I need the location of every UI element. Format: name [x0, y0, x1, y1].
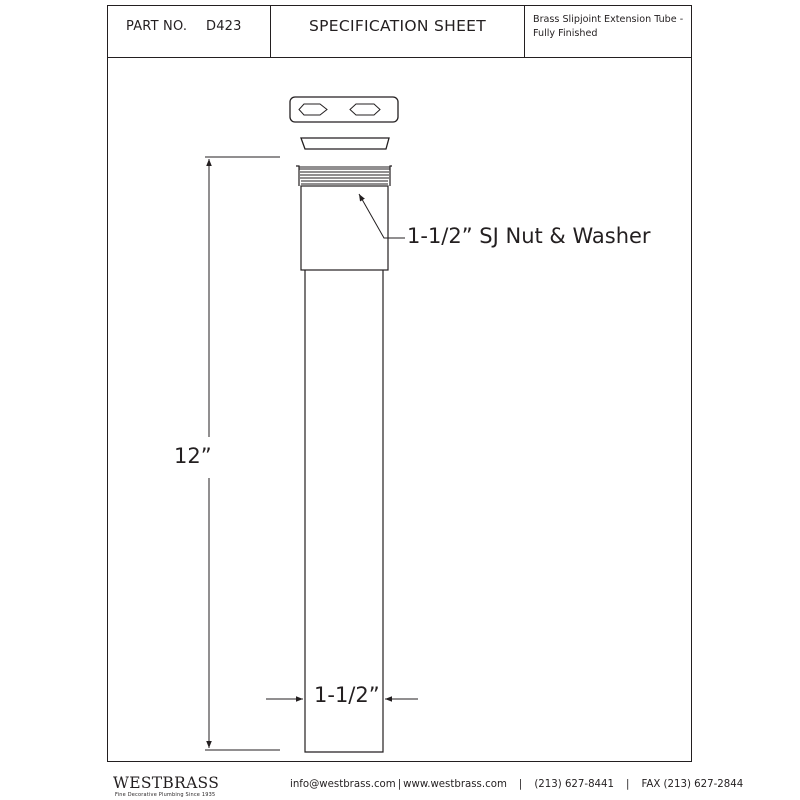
- product-description-line1: Brass Slipjoint Extension Tube -: [533, 14, 684, 25]
- extension-tube: [305, 270, 383, 752]
- part-number-label: PART NO.: [126, 19, 188, 34]
- separator: |: [397, 779, 402, 790]
- separator: |: [626, 779, 630, 790]
- fax-number: FAX (213) 627-2844: [641, 779, 744, 790]
- page-footer: [0, 770, 800, 800]
- email-link[interactable]: info@westbrass.com: [290, 779, 396, 790]
- phone-number: (213) 627-8441: [534, 779, 614, 790]
- length-dimension: [205, 157, 280, 750]
- brand-tagline: Fine Decorative Plumbing Since 1935: [115, 792, 216, 798]
- nut-leader-arrow: [359, 194, 405, 238]
- sheet-title: SPECIFICATION SHEET: [308, 17, 487, 35]
- separator: |: [518, 779, 523, 790]
- website-link[interactable]: www.westbrass.com: [403, 779, 507, 790]
- slip-joint-nut: [296, 166, 392, 270]
- tapered-washer: [301, 138, 389, 149]
- part-number-value: D423: [206, 19, 242, 34]
- diameter-label: 1-1/2”: [314, 683, 380, 707]
- product-description-line2: Fully Finished: [533, 28, 598, 39]
- contact-info: [290, 779, 743, 790]
- length-label: 12”: [174, 444, 212, 468]
- nut-washer-label: 1-1/2” SJ Nut & Washer: [407, 224, 651, 248]
- brand-logo: WESTBRASS: [113, 774, 220, 792]
- washer-plate: [290, 97, 398, 122]
